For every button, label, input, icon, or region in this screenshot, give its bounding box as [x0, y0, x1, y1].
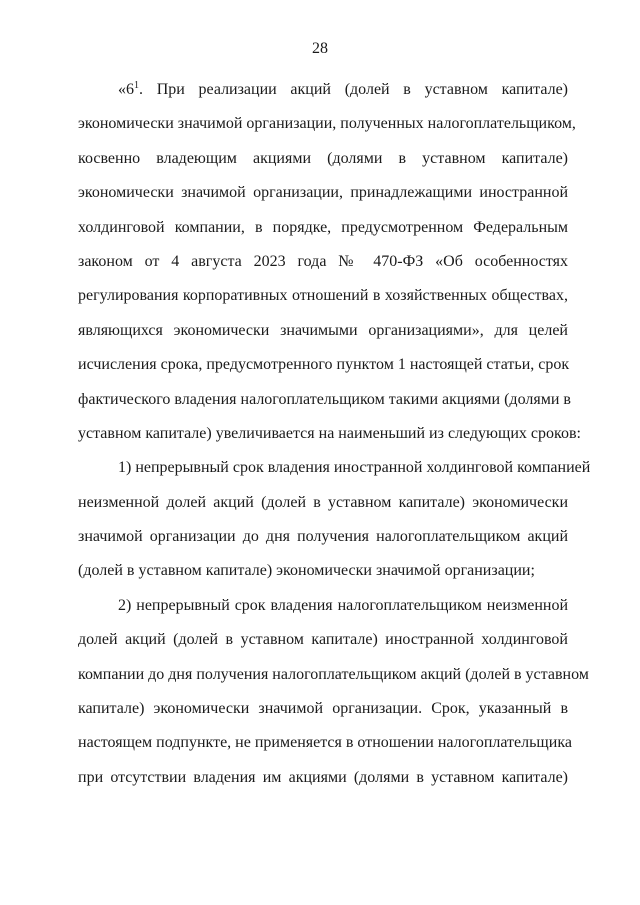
item-1-line: 1) непрерывный срок владения иностранной холдинговой компанией	[118, 459, 591, 477]
paragraph-1-number: «6	[118, 81, 134, 98]
paragraph-1-last-line: уставном капитале) увеличивается на наименьший из следующих сроков:	[78, 424, 581, 442]
paragraph-1-line: являющихся экономически значимыми организациями», для целей	[78, 321, 568, 339]
item-2-line: долей акций (долей в уставном капитале) иностранной холдинговой	[78, 631, 568, 649]
item-1-line: неизменной долей акций (долей в уставном капитале) экономически	[78, 493, 568, 511]
paragraph-1-line: холдинговой компании, в порядке, предусмотренном Федеральным	[78, 218, 568, 236]
paragraph-1-line-1	[78, 76, 568, 110]
paragraph-1-line: законом от 4 августа 2023 года № 470-ФЗ «Об особенностях	[78, 252, 568, 270]
page-number: 28	[312, 40, 328, 57]
item-1-last-line: (долей в уставном капитале) экономически значимой организации;	[78, 562, 535, 580]
item-2-line: настоящем подпункте, не применяется в отношении налогоплательщика	[78, 734, 572, 752]
paragraph-1-line: регулирования корпоративных отношений в хозяйственных обществах,	[78, 287, 568, 305]
paragraph-1-line: экономически значимой организации, полученных налогоплательщиком,	[78, 115, 576, 133]
paragraph-1-superscript: 1	[134, 80, 139, 91]
item-2-line: 2) непрерывный срок владения налогоплательщиком неизменной	[118, 596, 568, 614]
paragraph-1-line: фактического владения налогоплательщиком такими акциями (долями в	[78, 390, 571, 408]
paragraph-1-line: экономически значимой организации, принадлежащими иностранной	[78, 184, 568, 202]
paragraph-1-line: исчисления срока, предусмотренного пунктом 1 настоящей статьи, срок	[78, 356, 570, 374]
paragraph-1-line-1-text: . При реализации акций (долей в уставном капитале)	[139, 81, 568, 98]
paragraph-1-line: косвенно владеющим акциями (долями в уставном капитале)	[78, 149, 568, 167]
document-body	[78, 76, 591, 798]
item-1-line: значимой организации до дня получения налогоплательщиком акций	[78, 528, 568, 546]
item-2-line: капитале) экономически значимой организации. Срок, указанный в	[78, 700, 568, 718]
item-2-line: при отсутствии владения им акциями (долями в уставном капитале)	[78, 768, 568, 786]
item-2-line: компании до дня получения налогоплательщиком акций (долей в уставном	[78, 665, 589, 683]
